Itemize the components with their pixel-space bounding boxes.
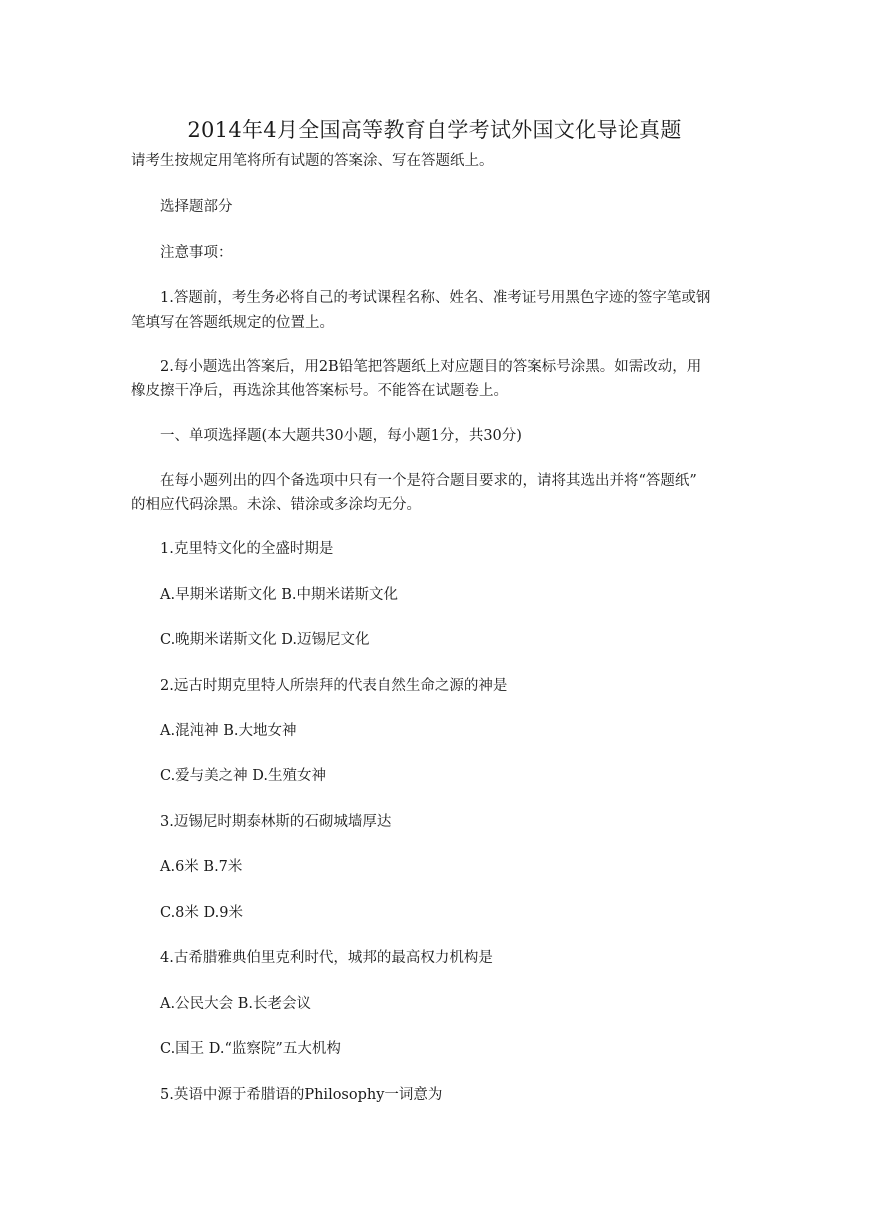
note-2-line-2: 橡皮擦干净后，再选涂其他答案标号。不能答在试题卷上。	[131, 383, 508, 399]
question-4-stem: 4.古希腊雅典伯里克利时代，城邦的最高权力机构是	[160, 950, 493, 966]
instruction-text: 请考生按规定用笔将所有试题的答案涂、写在答题纸上。	[131, 153, 494, 169]
question-1-options-ab: A.早期米诺斯文化 B.中期米诺斯文化	[160, 587, 398, 603]
question-2-stem: 2.远古时期克里特人所崇拜的代表自然生命之源的神是	[160, 678, 508, 694]
question-2-options-ab: A.混沌神 B.大地女神	[160, 723, 297, 739]
part-1-desc-line-2: 的相应代码涂黑。未涂、错涂或多涂均无分。	[131, 497, 421, 513]
question-1-options-cd: C.晚期米诺斯文化 D.迈锡尼文化	[160, 632, 370, 648]
question-1-stem: 1.克里特文化的全盛时期是	[160, 541, 334, 557]
part-1-desc-line-1: 在每小题列出的四个备选项中只有一个是符合题目要求的，请将其选出并将“答题纸”	[160, 473, 697, 489]
question-2-options-cd: C.爱与美之神 D.生殖女神	[160, 768, 327, 784]
section-heading: 选择题部分	[160, 199, 233, 215]
question-4-options-cd: C.国王 D.“监察院”五大机构	[160, 1041, 341, 1057]
question-3-stem: 3.迈锡尼时期泰林斯的石砌城墙厚达	[160, 814, 392, 830]
note-2-line-1: 2.每小题选出答案后，用2B铅笔把答题纸上对应题目的答案标号涂黑。如需改动，用	[160, 359, 702, 375]
question-3-options-ab: A.6米 B.7米	[160, 859, 243, 875]
question-5-stem: 5.英语中源于希腊语的Philosophy一词意为	[160, 1087, 443, 1103]
document-title: 2014年4月全国高等教育自学考试外国文化导论真题	[187, 118, 682, 142]
note-1-line-2: 笔填写在答题纸规定的位置上。	[131, 315, 334, 331]
part-1-heading: 一、单项选择题(本大题共30小题，每小题1分，共30分)	[160, 428, 522, 444]
question-4-options-ab: A.公民大会 B.长老会议	[160, 996, 311, 1012]
note-1-line-1: 1.答题前，考生务必将自己的考试课程名称、姓名、准考证号用黑色字迹的签字笔或钢	[160, 290, 711, 306]
notes-heading: 注意事项：	[160, 245, 233, 261]
question-3-options-cd: C.8米 D.9米	[160, 905, 243, 921]
